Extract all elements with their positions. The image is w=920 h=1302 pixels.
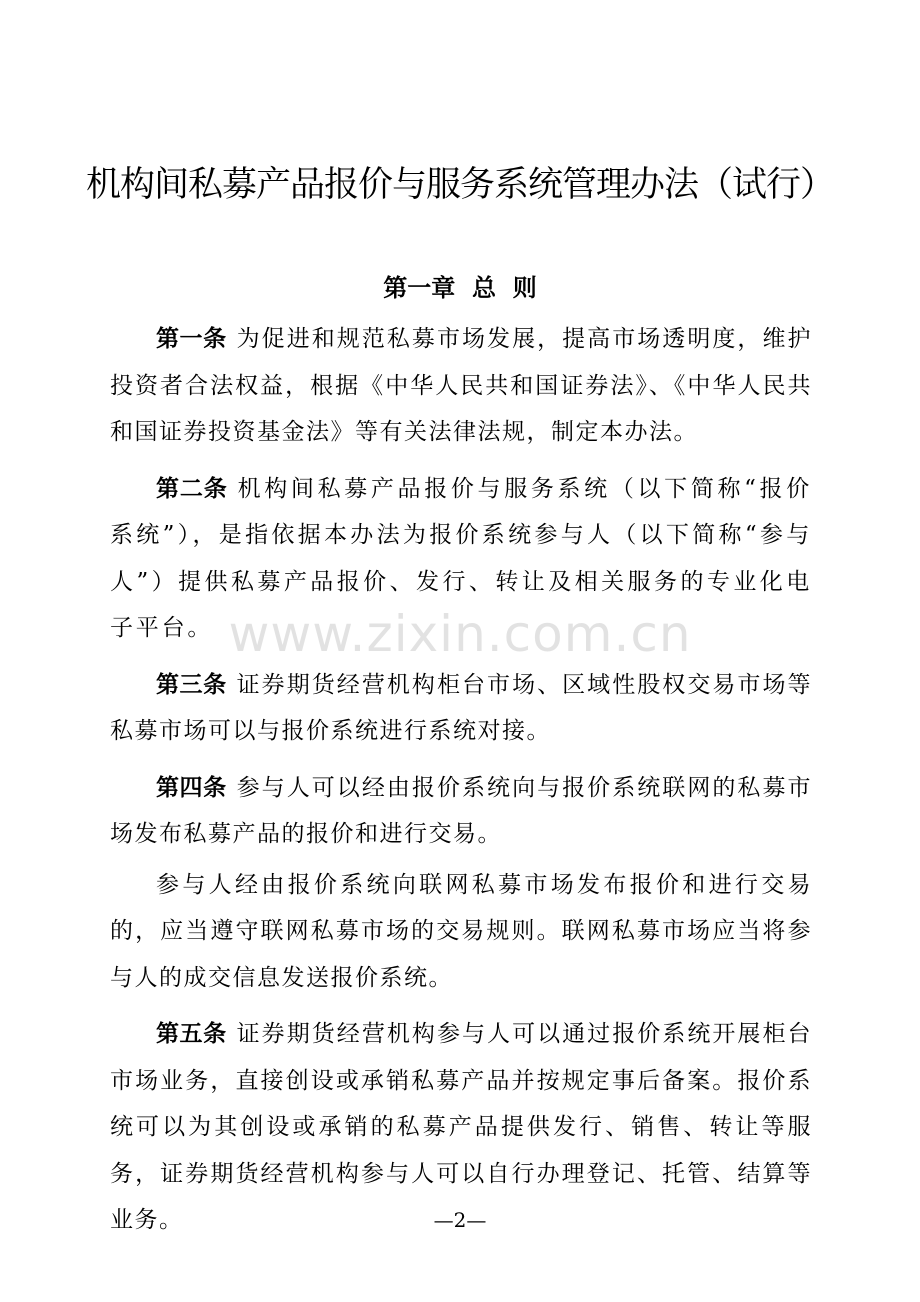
article-2-number: 第二条 xyxy=(156,475,228,502)
article-2 xyxy=(110,466,812,652)
article-3 xyxy=(110,662,812,755)
document-body xyxy=(110,316,812,1254)
article-4-continuation: 参与人经由报价系统向联网私募市场发布报价和进行交易的，应当遵守联网私募市场的交易规则。联网私募市场应当将参与人的成交信息发送报价系统。 xyxy=(110,871,812,991)
document-title: 机构间私募产品报价与服务系统管理办法（试行） xyxy=(85,165,834,205)
page-number: —2— xyxy=(433,1208,487,1232)
watermark: www.zixin.com.cn xyxy=(228,605,692,663)
article-1-text: 为促进和规范私募市场发展，提高市场透明度，维护投资者合法权益，根据《中华人民共和国证券法》、《中华人民共和国证券投资基金法》等有关法律法规，制定本办法。 xyxy=(110,326,813,445)
chapter-heading: 第一章 总 则 xyxy=(383,274,537,302)
article-1 xyxy=(110,316,812,456)
article-4 xyxy=(110,765,812,858)
article-3-text: 证券期货经营机构柜台市场、区域性股权交易市场等私募市场可以与报价系统进行系统对接。 xyxy=(110,671,813,744)
article-5-number: 第五条 xyxy=(156,1021,227,1047)
article-5-text: 证券期货经营机构参与人可以通过报价系统开展柜台市场业务，直接创设或承销私募产品并按规定事后备案。报价系统可以为其创设或承销的私募产品提供发行、销售、转让等服务，证券期货经营机构参与人可以自行办理登记、托管、结算等业务。 xyxy=(110,1021,813,1233)
article-1-number: 第一条 xyxy=(156,326,227,352)
article-4-number: 第四条 xyxy=(156,774,227,801)
article-4-text: 参与人可以经由报价系统向与报价系统联网的私募市场发布私募产品的报价和进行交易。 xyxy=(110,774,813,847)
article-2-text: 机构间私募产品报价与服务系统（以下简称“报价系统”），是指依据本办法为报价系统参与人（以下简称“参与人”）提供私募产品报价、发行、转让及相关服务的专业化电子平台。 xyxy=(110,475,813,641)
article-3-number: 第三条 xyxy=(156,671,227,698)
